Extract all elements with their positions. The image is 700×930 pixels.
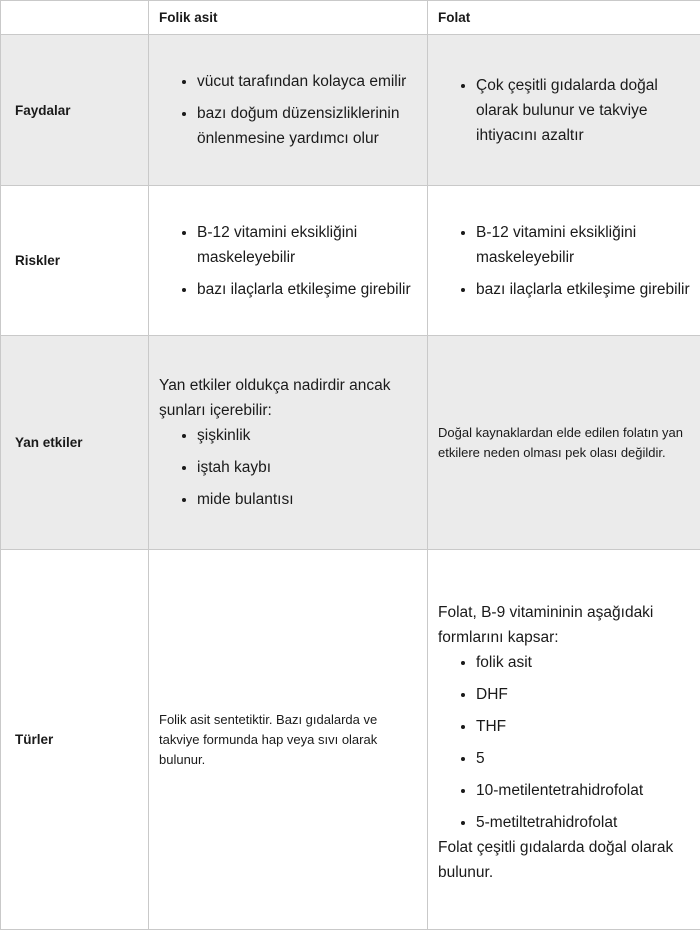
list-item: • folik asit xyxy=(476,650,695,675)
row-types xyxy=(1,550,700,930)
list-item: • vücut tarafından kolayca emilir xyxy=(197,69,417,94)
header-folic-acid: Folik asit xyxy=(149,1,428,35)
row-risks xyxy=(1,186,700,336)
row-label-types: Türler xyxy=(1,550,149,930)
list-item: • 5 xyxy=(476,746,695,771)
list-item: • bazı ilaçlarla etkileşime girebilir xyxy=(476,277,695,302)
list-item: • bazı ilaçlarla etkileşime girebilir xyxy=(197,277,417,302)
row-label-risks: Riskler xyxy=(1,186,149,336)
list-item: • B-12 vitamini eksikliğini maskeleyebilir xyxy=(197,220,417,270)
risks-folate-list xyxy=(438,220,695,302)
row-label-benefits: Faydalar xyxy=(1,35,149,186)
list-item: • THF xyxy=(476,714,695,739)
side-effects-folic-cell xyxy=(149,336,428,550)
types-folate-outro: Folat çeşitli gıdalarda doğal olarak bulunur. xyxy=(438,835,695,885)
risks-folic-list xyxy=(159,220,417,302)
risks-folate-cell xyxy=(428,186,700,336)
benefits-folic-cell xyxy=(149,35,428,186)
side-effects-folate-text: Doğal kaynaklardan elde edilen folatın yan etkilere neden olması pek olası değildir. xyxy=(438,423,695,463)
header-blank xyxy=(1,1,149,35)
types-folate-intro: Folat, B-9 vitamininin aşağıdaki formlarını kapsar: xyxy=(438,600,695,650)
row-label-side-effects: Yan etkiler xyxy=(1,336,149,550)
types-folic-text: Folik asit sentetiktir. Bazı gıdalarda ve takviye formunda hap veya sıvı olarak bulunur. xyxy=(159,710,417,770)
list-item: • Çok çeşitli gıdalarda doğal olarak bulunur ve takviye ihtiyacını azaltır xyxy=(476,73,695,148)
list-item: • şişkinlik xyxy=(197,423,417,448)
header-row xyxy=(1,1,700,35)
row-benefits xyxy=(1,35,700,186)
benefits-folate-cell xyxy=(428,35,700,186)
types-folic-cell xyxy=(149,550,428,930)
side-effects-folic-list xyxy=(159,423,417,512)
benefits-folate-list xyxy=(438,73,695,148)
types-folate-list xyxy=(438,650,695,835)
list-item: • DHF xyxy=(476,682,695,707)
risks-folic-cell xyxy=(149,186,428,336)
list-item: • mide bulantısı xyxy=(197,487,417,512)
side-effects-folate-cell xyxy=(428,336,700,550)
row-side-effects xyxy=(1,336,700,550)
benefits-folic-list xyxy=(159,69,417,151)
list-item: • 10-metilentetrahidrofolat xyxy=(476,778,695,803)
side-effects-folic-intro: Yan etkiler oldukça nadirdir ancak şunları içerebilir: xyxy=(159,373,417,423)
list-item: • 5-metiltetrahidrofolat xyxy=(476,810,695,835)
header-folate: Folat xyxy=(428,1,700,35)
list-item: • B-12 vitamini eksikliğini maskeleyebilir xyxy=(476,220,695,270)
types-folate-cell xyxy=(428,550,700,930)
list-item: • bazı doğum düzensizliklerinin önlenmesine yardımcı olur xyxy=(197,101,417,151)
list-item: • iştah kaybı xyxy=(197,455,417,480)
